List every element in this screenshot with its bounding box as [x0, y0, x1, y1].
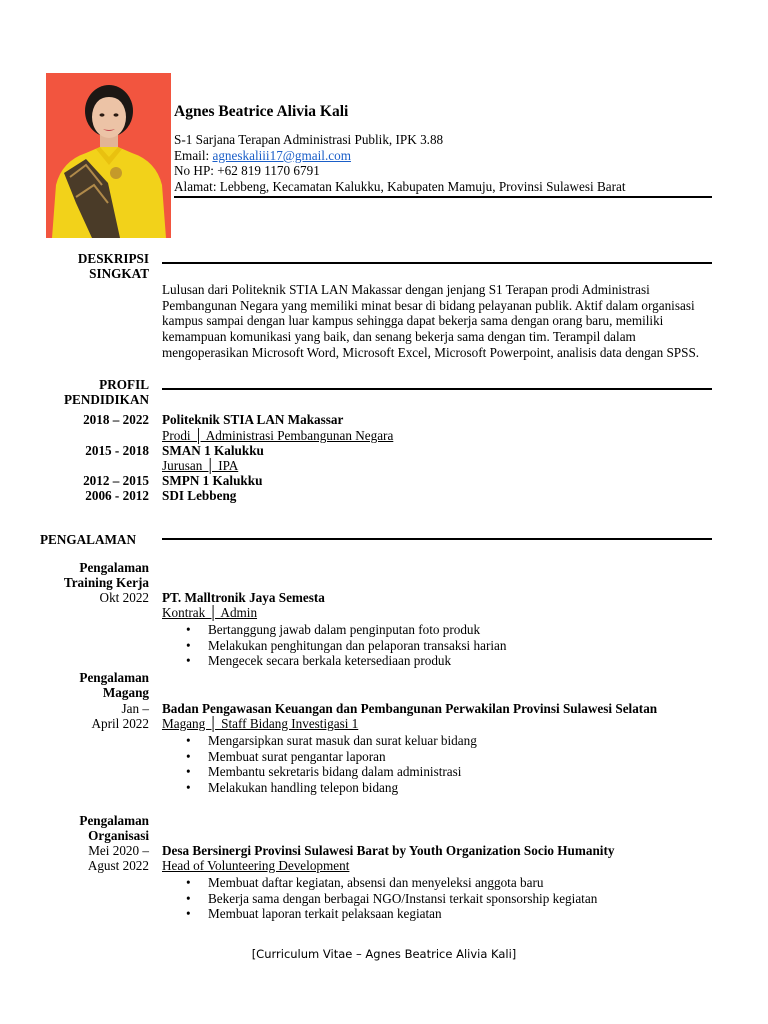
pengalaman-divider [162, 538, 712, 540]
edu-years-2: 2015 - 2018 [85, 443, 149, 458]
list-item: • Mengarsipkan surat masuk dan surat keluar bidang [162, 733, 477, 749]
deskripsi-heading [40, 251, 149, 281]
edu-school-2: SMAN 1 Kalukku [162, 443, 264, 458]
organisasi-date-line1: Mei 2020 – [88, 843, 149, 858]
edu-years-1: 2018 – 2022 [83, 412, 149, 427]
training-role: Kontrak │ Admin [162, 605, 258, 620]
organisasi-role: Head of Volunteering Development [162, 858, 350, 873]
organisasi-company: Desa Bersinergi Provinsi Sulawesi Barat by Youth Organization Socio Humanity [162, 843, 615, 858]
phone-line: No HP: +62 819 1170 6791 [174, 163, 320, 178]
magang-label [40, 670, 149, 700]
list-item: • Bertanggung jawab dalam penginputan foto produk [162, 622, 506, 638]
organisasi-bullets [162, 875, 597, 922]
pengalaman-heading: PENGALAMAN [40, 532, 136, 547]
email-link[interactable]: agneskaliii17@gmail.com [212, 147, 351, 163]
email-label: Email: [174, 147, 213, 163]
organisasi-label-line2: Organisasi [88, 828, 149, 843]
pendidikan-heading-line1: PROFIL [99, 377, 149, 392]
address-line: Alamat: Lebbeng, Kecamatan Kalukku, Kabupaten Mamuju, Provinsi Sulawesi Barat [174, 178, 626, 194]
edu-detail-1: Prodi │ Administrasi Pembangunan Negara [162, 428, 394, 443]
pendidikan-heading-line2: PENDIDIKAN [64, 392, 149, 407]
edu-school-1: Politeknik STIA LAN Makassar [162, 412, 344, 427]
list-item: • Melakukan penghitungan dan pelaporan transaksi harian [162, 638, 506, 654]
list-item: • Bekerja sama dengan berbagai NGO/Instansi terkait sponsorship kegiatan [162, 891, 597, 907]
edu-years-3: 2012 – 2015 [83, 473, 149, 488]
magang-date-line1: Jan – [121, 701, 149, 716]
magang-label-line1: Pengalaman [79, 670, 149, 685]
organisasi-label [40, 813, 149, 843]
edu-detail-2: Jurusan │ IPA [162, 458, 239, 473]
organisasi-label-line1: Pengalaman [79, 813, 149, 828]
list-item: • Membuat daftar kegiatan, absensi dan menyeleksi anggota baru [162, 875, 597, 891]
contact-info [174, 132, 626, 194]
email-line [174, 148, 626, 164]
training-label-line1: Pengalaman [79, 560, 149, 575]
training-bullets [162, 622, 506, 669]
magang-date [40, 701, 149, 731]
list-item: • Membuat laporan terkait pelaksaan kegiatan [162, 906, 597, 922]
header-divider [174, 196, 712, 198]
pendidikan-heading [40, 377, 149, 407]
magang-date-line2: April 2022 [91, 716, 149, 731]
training-company: PT. Malltronik Jaya Semesta [162, 590, 325, 605]
pendidikan-divider [162, 388, 712, 390]
list-item: • Melakukan handling telepon bidang [162, 780, 477, 796]
organisasi-date [40, 843, 149, 873]
list-item: • Membuat surat pengantar laporan [162, 749, 477, 765]
training-label [40, 560, 149, 590]
edu-school-3: SMPN 1 Kalukku [162, 473, 263, 488]
candidate-name: Agnes Beatrice Alivia Kali [174, 103, 349, 120]
magang-label-line2: Magang [102, 685, 149, 700]
list-item: • Mengecek secara berkala ketersediaan produk [162, 653, 506, 669]
deskripsi-divider [162, 262, 712, 264]
deskripsi-text: Lulusan dari Politeknik STIA LAN Makassar dengan jenjang S1 Terapan prodi Administrasi Pembangunan Negara yang memiliki minat besar di bidang pelayanan publik. Aktif dalam organisasi kampus sampai dengan luar kampus sehingga dapat bekerja sama dengan orang baru, memiliki kemampuan komunikasi yang baik, dan senang bekerja sama dengan tim. Terampil dalam mengoperasikan Microsoft Word, Microsoft Excel, Microsoft Powerpoint, analisis data dengan SPSS. [162, 282, 700, 360]
profile-photo [46, 73, 171, 238]
deskripsi-heading-line1: DESKRIPSI [77, 251, 149, 266]
organisasi-date-line2: Agust 2022 [87, 858, 149, 873]
edu-years-4: 2006 - 2012 [85, 488, 149, 503]
magang-bullets [162, 733, 477, 795]
training-date: Okt 2022 [99, 590, 149, 605]
page-footer: [Curriculum Vitae – Agnes Beatrice Alivia Kali] [251, 947, 517, 961]
degree-line: S-1 Sarjana Terapan Administrasi Publik, IPK 3.88 [174, 132, 444, 147]
edu-school-4: SDI Lebbeng [162, 488, 237, 503]
training-label-line2: Training Kerja [63, 575, 149, 590]
deskripsi-heading-line2: SINGKAT [89, 266, 149, 281]
magang-role: Magang │ Staff Bidang Investigasi 1 [162, 716, 359, 731]
portrait-image [46, 73, 171, 238]
list-item: • Membantu sekretaris bidang dalam administrasi [162, 764, 477, 780]
magang-company: Badan Pengawasan Keuangan dan Pembangunan Perwakilan Provinsi Sulawesi Selatan [162, 701, 658, 716]
